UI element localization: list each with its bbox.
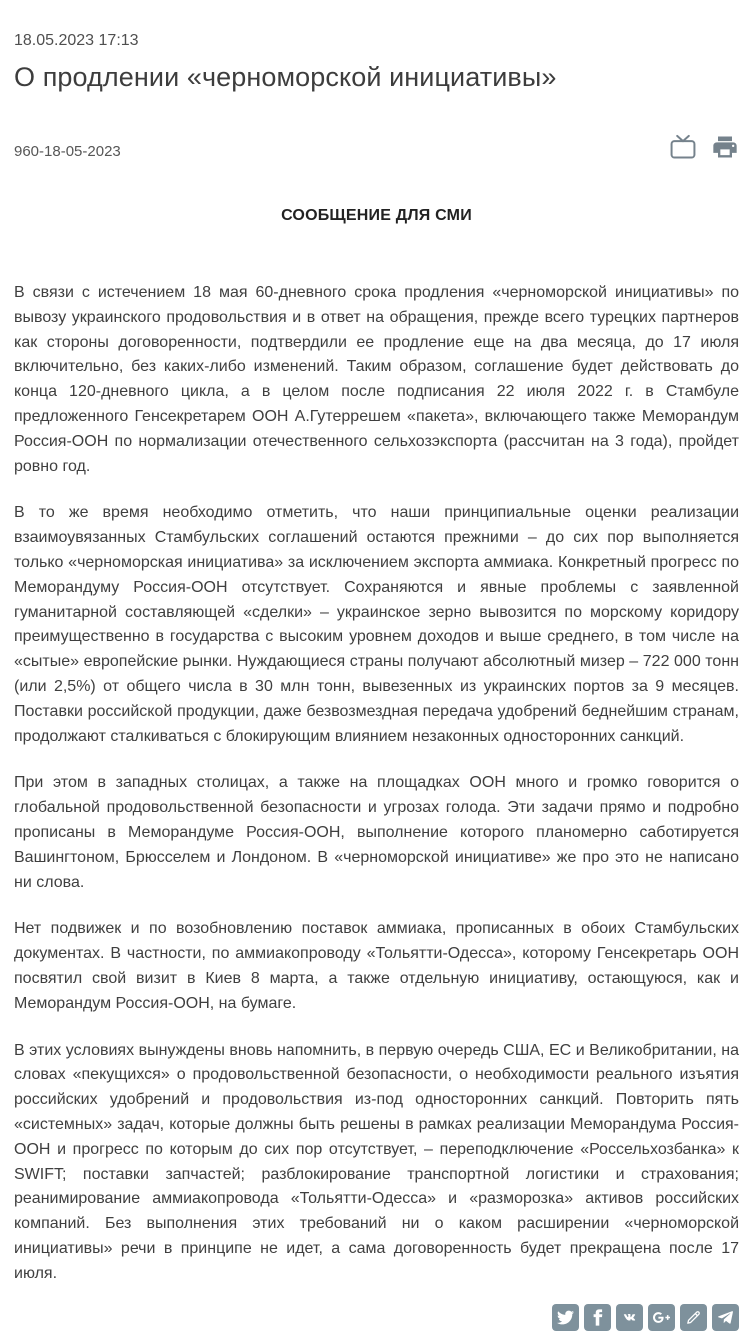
google-plus-icon[interactable] xyxy=(648,1304,675,1331)
telegram-icon[interactable] xyxy=(712,1304,739,1331)
document-number: 960-18-05-2023 xyxy=(14,143,121,160)
print-icon[interactable] xyxy=(711,133,739,161)
toolbar xyxy=(669,133,739,161)
article-paragraph: В связи с истечением 18 мая 60-дневного срока продления «черноморской инициативы» по вывозу украинского продовольствия и в ответ на обращения, прежде всего турецких партнеров как стороны договоренности, подтвердили ее продление еще на два месяца, до 17 июля включительно, без каких-либо изменений. Таким образом, соглашение будет действовать до конца 120-дневного цикла, а в целом после подписания 22 июля 2022 г. в Стамбуле предложенного Генсекретарем ООН А.Гутеррешем «пакета», включающего также Меморандум Россия-ООН по нормализации отечественного сельхозэкспорта (рассчитан на 3 года), пройдет ровно год. xyxy=(14,284,739,475)
meta-row xyxy=(14,133,739,161)
share-buttons-row xyxy=(14,1304,739,1331)
vk-icon[interactable] xyxy=(616,1304,643,1331)
article-body xyxy=(14,281,739,1286)
edit-pencil-icon[interactable] xyxy=(680,1304,707,1331)
twitter-icon[interactable] xyxy=(552,1304,579,1331)
page-title: О продлении «черноморской инициативы» xyxy=(14,62,557,92)
article-paragraph: В этих условиях вынуждены вновь напомнить, в первую очередь США, ЕС и Великобритании, на словах «пекущихся» о продовольственной безопасности, о необходимости реального изъятия российских удобрений и продовольствия из-под односторонних санкций. Повторить пять «системных» задач, которые должны быть решены в рамках реализации Меморандума Россия-ООН и прогресс по которым до сих пор отсутствует, – переподключение «Россельхозбанка» к SWIFT; поставки запчастей; разблокирование транспортной логистики и страхования; реанимирование аммиакопровода «Тольятти-Одесса» и «разморозка» активов российских компаний. Без выполнения этих требований ни о каком расширении «черноморской инициативы» речи в принципе не идет, а сама договоренность будет прекращена после 17 июля. xyxy=(14,1041,739,1282)
tv-icon[interactable] xyxy=(669,133,697,161)
press-release-subheading: СООБЩЕНИЕ ДЛЯ СМИ xyxy=(281,207,472,224)
facebook-icon[interactable] xyxy=(584,1304,611,1331)
publication-datetime: 18.05.2023 17:13 xyxy=(14,32,139,49)
article-paragraph: Нет подвижек и по возобновлению поставок аммиака, прописанных в обоих Стамбульских документах. В частности, по аммиакопроводу «Тольятти-Одесса», которому Генсекретарь ООН посвятил свой визит в Киев 8 марта, а также отдельную инициативу, остающуюся, как и Меморандум Россия-ООН, на бумаге. xyxy=(14,920,739,1012)
article-paragraph: При этом в западных столицах, а также на площадках ООН много и громко говорится о глобальной продовольственной безопасности и угрозах голода. Эти задачи прямо и подробно прописаны в Меморандуме Россия-ООН, выполнение которого планомерно саботируется Вашингтоном, Брюсселем и Лондоном. В «черноморской инициативе» же про это не написано ни слова. xyxy=(14,774,739,891)
article-paragraph: В то же время необходимо отметить, что наши принципиальные оценки реализации взаимоувязанных Стамбульских соглашений остаются прежними – до сих пор выполняется только «черноморская инициатива» за исключением экспорта аммиака. Конкретный прогресс по Меморандуму Россия-ООН отсутствует. Сохраняются и явные проблемы с заявленной гуманитарной составляющей «сделки» – украинское зерно вывозится по морскому коридору преимущественно в государства с высоким уровнем доходов и выше среднего, в том числе на «сытые» европейские рынки. Нуждающиеся страны получают абсолютный мизер – 722 000 тонн (или 2,5%) от общего числа в 30 млн тонн, вывезенных из украинских портов за 9 месяцев. Поставки российской продукции, даже безвозмездная передача удобрений беднейшим странам, продолжают сталкиваться с блокирующим влиянием незаконных односторонних санкций. xyxy=(14,504,739,745)
